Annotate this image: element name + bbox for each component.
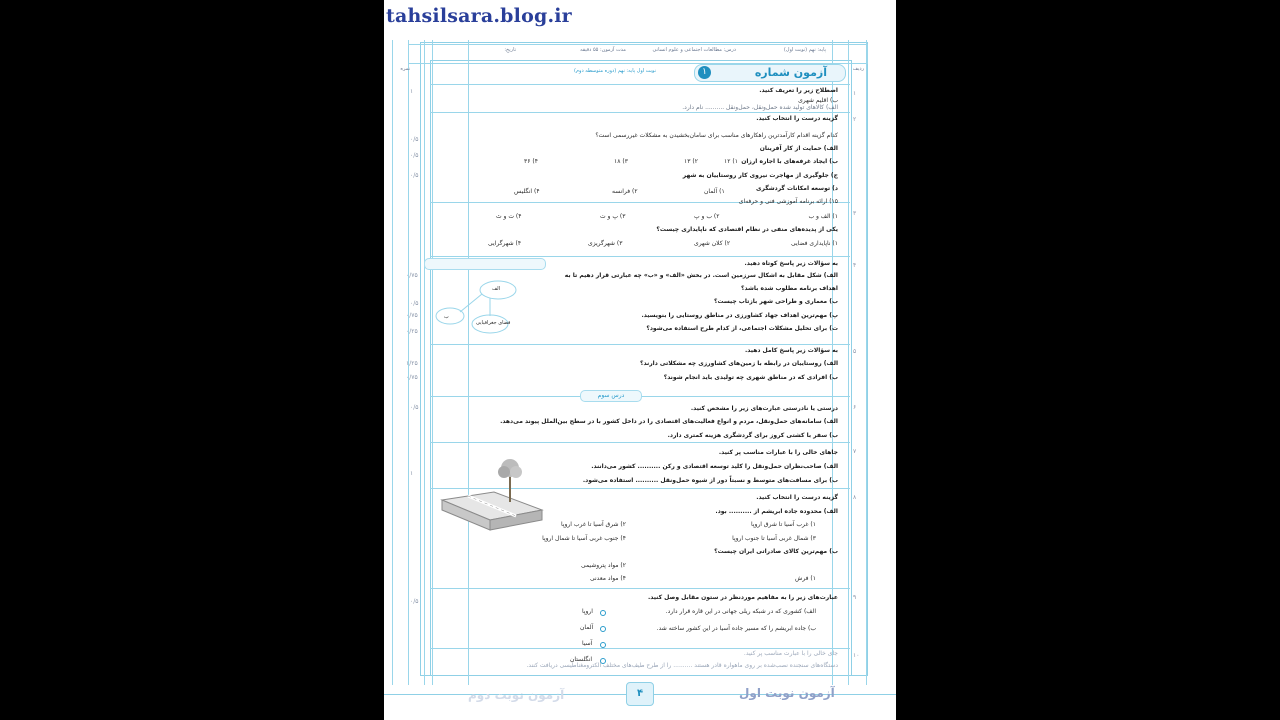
question-number: ۱۰ (853, 652, 860, 659)
footer-current-exam-label: آزمون نوبت اول (739, 686, 835, 700)
map-label: ب (444, 314, 449, 320)
header-cell: تاریخ: (504, 47, 516, 53)
page-number: ۴ (626, 682, 654, 706)
row-divider (430, 588, 850, 589)
match-option: آسیا (582, 640, 593, 647)
header-cell: نمره (400, 66, 410, 72)
score: ۰/۵ (410, 152, 419, 159)
match-option: اروپا (582, 608, 593, 615)
question-line: الف) شکل مقابل به اشکال سرزمین است. در بخش «الف» و «ب» چه عبارتی قرار دهیم تا به (564, 272, 838, 279)
exam-title-banner (694, 64, 846, 82)
question-line: ت) برای تحلیل مشکلات اجتماعی، از کدام طرح استفاده می‌شود؟ (646, 325, 838, 332)
option: ۱) غرب آسیا تا شرق اروپا (751, 521, 816, 528)
match-option: آلمان (580, 624, 594, 631)
option: ۴) ت و ث (496, 213, 522, 220)
option: ۲) فرانسه (612, 188, 638, 195)
question-line: الف) کالاهای تولید شده حمل‌ونقل، حمل‌ونقل .......... نام دارد. (682, 104, 838, 111)
grid-line (424, 40, 425, 685)
header-cell: مدت آزمون: ۵۵ دقیقه (580, 47, 626, 53)
question-title: گزینه درست را انتخاب کنید. (756, 494, 838, 501)
section-label (424, 258, 546, 270)
option: ۴) شهرگرایی (488, 240, 522, 247)
question-title: درستی یا نادرستی عبارت‌های زیر را مشخص کنید. (690, 405, 838, 412)
question-title: عبارت‌های زیر را به مفاهیم موردنظر در ستون مقابل وصل کنید. (647, 594, 838, 601)
exam-number-badge: ۱ (698, 66, 711, 79)
question-line: اهداف برنامه مطلوب شده باشد؟ (741, 285, 838, 292)
row-divider (430, 256, 850, 257)
page-footer (384, 680, 896, 720)
row-divider (430, 344, 850, 345)
row-divider (430, 84, 850, 85)
option: ۱) ناپایداری فضایی (790, 240, 838, 247)
question-line: ب) اقلیم شهری (798, 97, 838, 104)
option: ۲) ۱۳ (684, 158, 698, 165)
option: ۴) ۳۶ (524, 158, 538, 165)
question-line: ج) جلوگیری از مهاجرت نیروی کار روستاییان به شهر (682, 172, 838, 179)
match-radio[interactable] (600, 610, 606, 616)
match-radio[interactable] (600, 642, 606, 648)
option: ۲) مواد پتروشیمی (580, 562, 626, 569)
question-line: الف) صاحب‌نظران حمل‌ونقل را کلید توسعه اقتصادی و رکن .......... کشور می‌دانند. (591, 463, 838, 470)
option: ۴) مواد معدنی (590, 575, 626, 582)
map-label: الف (492, 286, 501, 292)
score: ۰/۵ (410, 172, 419, 179)
option: ۳) ۱۸ (614, 158, 628, 165)
match-option: انگلستان (570, 656, 593, 663)
question-number: ۸ (853, 494, 857, 501)
score: ۱ (410, 88, 414, 95)
score: ۰/۲۵ (406, 328, 418, 335)
concept-map-diagram (420, 276, 520, 336)
grid-line (392, 40, 393, 685)
option: ۱) فرش (795, 575, 816, 582)
site-watermark: tahsilsara.blog.ir (386, 5, 572, 27)
question-line: ب) برای مسافت‌های متوسط و نسبتاً دور از شیوه حمل‌ونقل .......... استفاده می‌شود. (582, 477, 838, 484)
question-line: ب) جاده ابریشم را که مسیر جاده آسیا در این کشور ساخته شد. (656, 625, 816, 632)
exam-subtitle: نوبت اول پایه: نهم (دوره متوسطه دوم) (574, 68, 656, 74)
question-line: ب) معماری و طراحی شهر بازتاب چیست؟ (714, 298, 838, 305)
question-title: اصطلاح زیر را تعریف کنید. (759, 87, 838, 94)
question-title: گزینه درست را انتخاب کنید. (756, 115, 838, 122)
option: ۲) ب و پ (694, 213, 720, 220)
question-line: الف) سامانه‌های حمل‌ونقل، مردم و انواع فعالیت‌های اقتصادی را در داخل کشور با در سطح بین‌الملل پیوند می‌دهد. (500, 418, 838, 425)
question-number: ۴ (853, 262, 857, 269)
question-line: الف) حمایت از کار آفرینان (759, 145, 838, 152)
question-line: الف) کشوری که در شبکه ریلی جهانی در این قاره قرار دارد. (665, 608, 816, 615)
question-number: ۲ (853, 116, 857, 123)
question-number: ۹ (853, 594, 857, 601)
score: ۰/۵ (410, 598, 419, 605)
road-illustration (438, 456, 548, 536)
option: ۱) آلمان (704, 188, 725, 195)
question-number: ۵ (853, 348, 857, 355)
option: ۳) شهرگریزی (588, 240, 623, 247)
match-radio[interactable] (600, 626, 606, 632)
question-number: ۳ (853, 210, 857, 217)
question-number: ۱ (853, 90, 857, 97)
section-banner: درس سوم (580, 390, 642, 402)
score: ۰/۷۵ (406, 374, 418, 381)
score: ۰/۵ (410, 404, 419, 411)
exam-page (384, 0, 896, 720)
question-title: به سؤالات زیر پاسخ کوتاه دهید. (744, 260, 838, 267)
option: ۳) پ و ت (600, 213, 626, 220)
question-number: ۶ (853, 404, 857, 411)
score: ۰/۵ (410, 300, 419, 307)
question-title: جای خالی را با عبارت مناسب پر کنید. (743, 650, 838, 657)
question-line: کدام گزینه اقدام کارآمدترین راهکارهای مناسب برای سامان‌بخشیدن به مشکلات غیررسمی است؟ (595, 132, 838, 139)
header-cell: ردیف (852, 66, 864, 72)
option: ۲) شرق آسیا تا غرب اروپا (561, 521, 626, 528)
question-line: دستگاه‌های سنجنده نصب‌شده بر روی ماهواره قادر هستند .......... را از طرح طیف‌های مختلف الکترومغناطیسی دریافت کنند. (526, 662, 838, 669)
question-line: ب) مهم‌ترین کالای صادراتی ایران چیست؟ (714, 548, 838, 555)
option: ۲) کلان شهری (694, 240, 731, 247)
score: ۰/۵ (410, 136, 419, 143)
map-label: فضای جغرافیایی (476, 320, 511, 326)
score: ۱/۲۵ (406, 360, 418, 367)
row-divider (430, 648, 850, 649)
option: ۱) الف و ب (808, 213, 838, 220)
score: ۱ (410, 470, 414, 477)
row-divider (430, 442, 850, 443)
question-line: ب) ایجاد غرفه‌های با اجاره ارزان (741, 158, 838, 165)
question-line: الف) روستاییان در رابطه با زمین‌های کشاورزی چه مشکلاتی دارند؟ (640, 360, 838, 367)
question-line: ۱۵) ارائه برنامه آموزشی فنی و حرفه‌ای (738, 198, 838, 205)
header-cell: درس: مطالعات اجتماعی و علوم انسانی (652, 47, 736, 53)
option: ۴) انگلیس (514, 188, 540, 195)
header-cell: پایه: نهم (نوبت اول) (783, 47, 826, 53)
question-line: ب) افرادی که در مناطق شهری چه تولیدی باید انجام شوند؟ (663, 374, 838, 381)
question-line: الف) محدوده جاده ابریشم از .......... بود. (715, 508, 838, 515)
inner-frame (430, 60, 852, 676)
question-line: یکی از پدیده‌های منفی در نظام اقتصادی که ناپایداری چیست؟ (656, 226, 838, 233)
question-title: جاهای خالی را با عبارات مناسب پر کنید. (718, 449, 838, 456)
question-line: ب) سفر با کشتی کروز برای گردشگری هزینه کمتری دارد. (667, 432, 838, 439)
question-title: به سؤالات زیر پاسخ کامل دهید. (745, 347, 838, 354)
option: ۳) شمال غربی آسیا تا جنوب اروپا (732, 535, 816, 542)
option: ۱) ۱۲ (724, 158, 738, 165)
score: ۰/۷۵ (406, 312, 418, 319)
score: ۰/۷۵ (406, 272, 418, 279)
grid-line (866, 40, 867, 685)
question-number: ۷ (853, 448, 857, 455)
question-line: د) توسعه امکانات گردشگری (756, 185, 838, 192)
row-divider (430, 112, 850, 113)
footer-next-exam-label: آزمون نوبت دوم (468, 688, 565, 702)
option: ۴) جنوب غربی آسیا تا شمال اروپا (542, 535, 626, 542)
question-line: پ) مهم‌ترین اهداف جهاد کشاورزی در مناطق روستایی را بنویسید. (641, 312, 838, 319)
exam-title: آزمون شماره (754, 66, 827, 79)
